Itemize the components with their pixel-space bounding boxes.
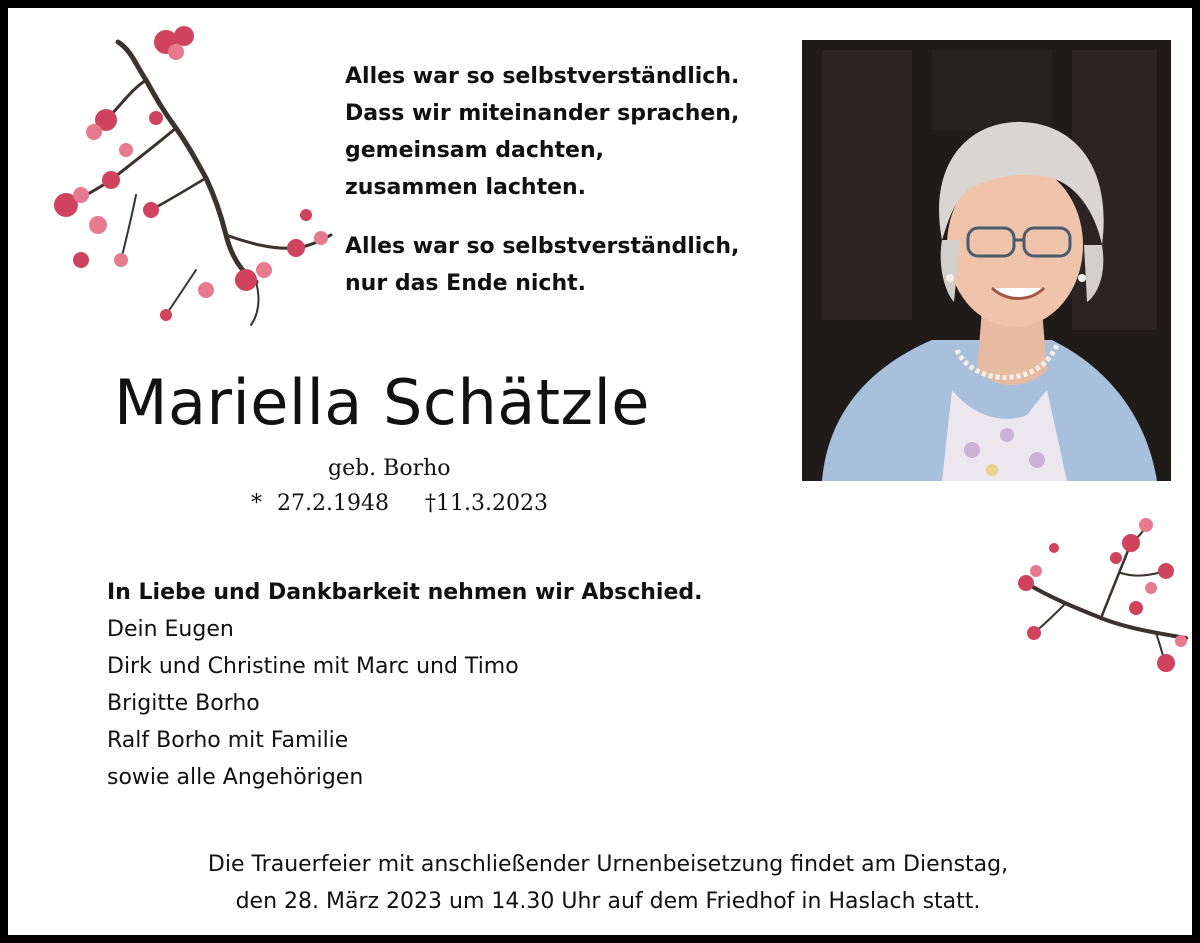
deceased-name: Mariella Schätzle [114,366,650,439]
farewell-line: In Liebe und Dankbarkeit nehmen wir Abschied. [107,580,703,605]
cherry-blossom-branch-icon [36,20,336,332]
funeral-notice [8,846,1200,920]
list-item: Dirk und Christine mit Marc und Timo [107,654,519,679]
poem-line: Alles war so selbstverständlich. [345,64,740,89]
poem-line: Alles war so selbstverständlich, [345,234,740,259]
list-item: Brigitte Borho [107,691,260,716]
poem-line: gemeinsam dachten, [345,138,604,163]
death-date: 11.3.2023 [435,491,548,516]
poem-line: nur das Ende nicht. [345,271,586,296]
poem-stanza-2 [345,228,739,302]
poem-line: Dass wir miteinander sprachen, [345,101,740,126]
poem-stanza-1 [345,58,739,206]
life-dates [251,491,548,516]
poem-line: zusammen lachten. [345,175,587,200]
portrait-photo [802,40,1171,481]
list-item: Dein Eugen [107,617,234,642]
memorial-poem [345,58,739,302]
mourners-list [107,574,703,796]
list-item: sowie alle Angehörigen [107,765,364,790]
funeral-line-2: den 28. März 2023 um 14.30 Uhr auf dem Friedhof in Haslach statt. [235,889,981,914]
cherry-blossom-branch-icon [1006,513,1196,678]
birth-symbol: * [251,491,262,516]
list-item: Ralf Borho mit Familie [107,728,349,753]
portrait-image [802,40,1171,481]
maiden-name: geb. Borho [328,456,451,481]
death-symbol: † [424,491,436,516]
birth-date: 27.2.1948 [277,491,389,516]
funeral-line-1: Die Trauerfeier mit anschließender Urnenbeisetzung findet am Dienstag, [207,852,1009,877]
